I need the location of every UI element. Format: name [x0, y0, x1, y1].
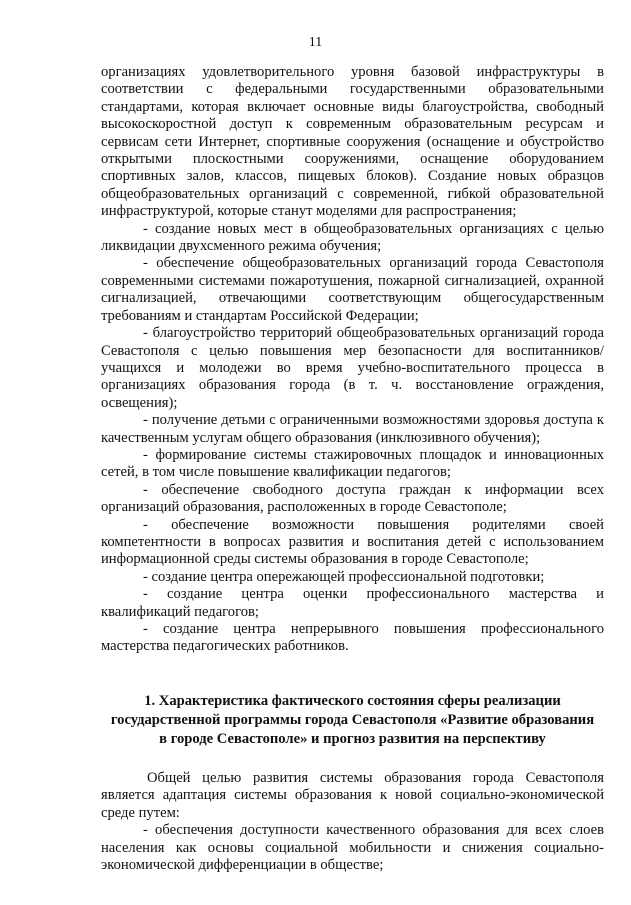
list-item: - формирование системы стажировочных площадок и инновационных сетей, в том числе повышение квалификации педагогов;	[101, 446, 604, 481]
list-item: - обеспечение общеобразовательных организаций города Севастополя современными системами пожаротушения, пожарной сигнализацией, охранной сигнализацией, отвечающими соответствующим общегосударственным требованиям и стандартам Российской Федерации;	[101, 255, 604, 324]
section-heading-line: 1. Характеристика фактического состояния сферы реализации	[144, 693, 561, 709]
section-paragraph: Общей целью развития системы образования города Севастополя является адаптация системы образования к новой социально-экономической среде путем:	[101, 770, 604, 821]
list-item: - обеспечения доступности качественного образования для всех слоев населения как основы социальной мобильности и снижения социально-экономической дифференциации в обществе;	[101, 822, 604, 874]
section-heading	[101, 692, 604, 749]
list-item: - создание новых мест в общеобразовательных организациях с целью ликвидации двухсменного режима обучения;	[101, 220, 604, 255]
section-heading-line: государственной программы города Севастополя «Развитие образования	[110, 712, 595, 728]
list-item: - создание центра непрерывного повышения профессионального мастерства педагогических работников.	[101, 621, 604, 655]
body-text-bottom	[101, 770, 604, 874]
list-item: - создание центра опережающей профессиональной подготовки;	[143, 568, 545, 585]
list-item: - создание центра оценки профессионального мастерства и квалификаций педагогов;	[101, 586, 604, 620]
body-text-top	[101, 64, 604, 656]
list-item: - получение детьми с ограниченными возможностями здоровья доступа к качественным услугам общего образования (инклюзивного обучения);	[101, 412, 604, 446]
list-item: - обеспечение возможности повышения родителями своей компетентности в вопросах развития и воспитания детей с использованием информационной среды системы образования в городе Севастополе;	[101, 516, 604, 568]
section-heading-line: в городе Севастополе» и прогноз развития на перспективу	[159, 731, 546, 747]
intro-paragraph: организациях удовлетворительного уровня базовой инфраструктуры в соответствии с федеральными государственными образовательными стандартами, которая включает основные виды благоустройства, свободный высокоскоростной доступ к современным образовательным ресурсам и сервисам сети Интернет, спортивные сооружения (оснащение и обустройство открытыми плоскостными сооружениями, оснащение оборудованием спортивных залов, классов, пищевых блоков). Создание новых образцов общеобразовательных организаций с современной, гибкой образовательной инфраструктурой, которые станут моделями для распространения;	[101, 64, 604, 220]
list-item: - благоустройство территорий общеобразовательных организаций города Севастополя с целью повышения мер безопасности для воспитанников/учащихся и молодежи во время учебно-воспитательного процесса в организациях образования города (в т. ч. восстановление ограждения, освещения);	[101, 325, 604, 411]
page-number: 11	[308, 35, 323, 50]
list-item: - обеспечение свободного доступа граждан к информации всех организаций образования, расположенных в городе Севастополе;	[101, 481, 604, 516]
